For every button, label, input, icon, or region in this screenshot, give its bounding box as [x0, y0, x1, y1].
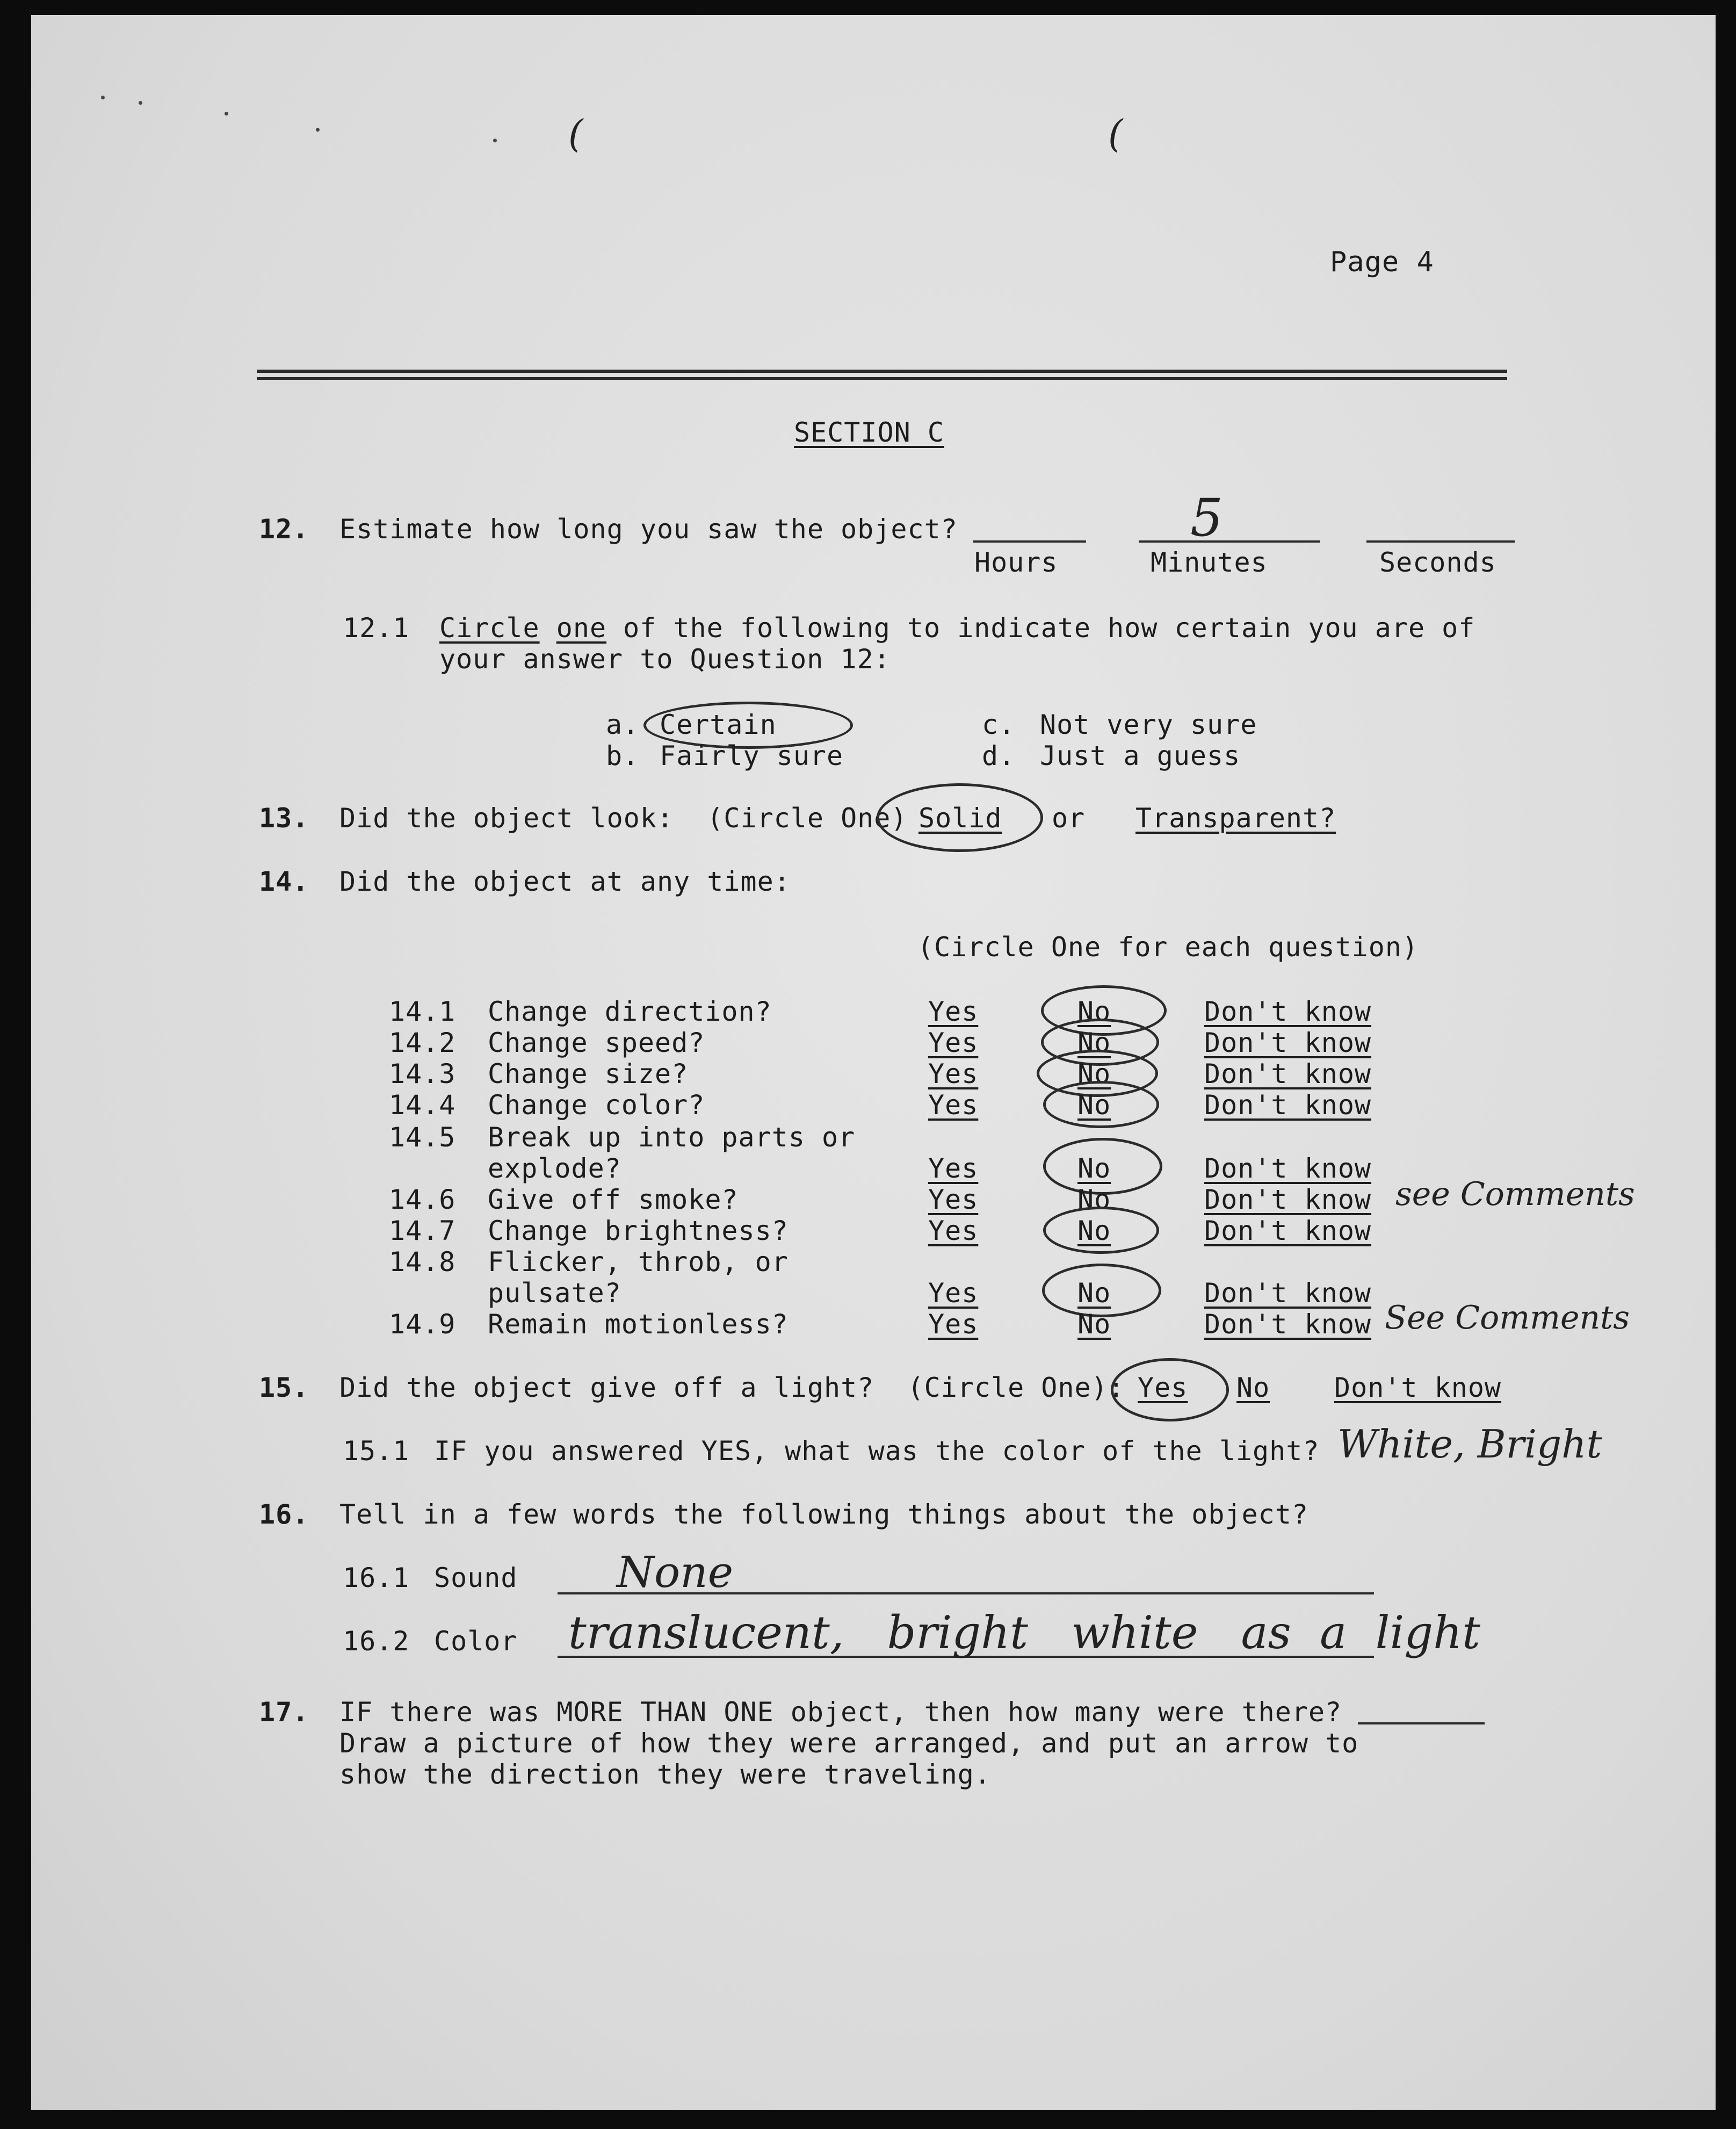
q14-item-number: 14.2 [389, 1027, 456, 1058]
yes-option[interactable]: Yes [928, 1027, 979, 1058]
dont-know-option[interactable]: Don't know [1204, 1153, 1372, 1184]
q14-item-text: Change direction? [488, 996, 772, 1027]
q14-item-text: Remain motionless? [488, 1309, 789, 1340]
q12-text: Estimate how long you saw the object? [339, 514, 958, 545]
q15-no-option[interactable]: No [1236, 1372, 1270, 1403]
header-mark-left: ( [568, 112, 583, 156]
option-a-letter: a. [606, 709, 640, 740]
no-option[interactable]: No [1077, 1027, 1111, 1058]
dont-know-option[interactable]: Don't know [1204, 1309, 1372, 1340]
q17-number: 17. [259, 1697, 309, 1728]
q14-item-text: Change speed? [488, 1027, 705, 1058]
q14-item-text: Flicker, throb, or [488, 1246, 789, 1278]
dont-know-option[interactable]: Don't know [1204, 1089, 1372, 1121]
q17-line3: show the direction they were traveling. [339, 1759, 991, 1790]
q14-item-text: Change color? [488, 1089, 705, 1121]
page-number: Page 4 [1330, 246, 1434, 278]
dont-know-option[interactable]: Don't know [1204, 1184, 1372, 1215]
option-c-label[interactable]: Not very sure [1040, 709, 1257, 740]
no-option[interactable]: No [1077, 1089, 1111, 1121]
q14-item-text-line2: pulsate? [488, 1278, 621, 1309]
no-option[interactable]: No [1077, 1215, 1111, 1246]
minutes-label: Minutes [1151, 547, 1268, 578]
minutes-blank[interactable] [1139, 540, 1320, 543]
option-b-letter: b. [606, 740, 640, 771]
q12-number: 12. [259, 514, 309, 545]
option-d-letter: d. [982, 740, 1016, 771]
divider-rule [257, 370, 1507, 373]
q12-1-text [439, 612, 1475, 644]
option-c-letter: c. [982, 709, 1016, 740]
q12-1-number: 12.1 [343, 612, 410, 644]
q13-text: Did the object look: (Circle One) [339, 803, 908, 834]
q15-1-text: IF you answered YES, what was the color of the light? [434, 1435, 1320, 1467]
dont-know-option[interactable]: Don't know [1204, 996, 1372, 1027]
no-option[interactable]: No [1077, 1153, 1111, 1184]
option-a-label[interactable]: Certain [660, 709, 777, 740]
q12-1-text-line2: your answer to Question 12: [439, 644, 891, 675]
q14-item-number: 14.6 [389, 1184, 456, 1215]
speck [493, 139, 497, 142]
q12-1-text-rest: of the following to indicate how certain you are of [606, 612, 1475, 644]
sound-label: Sound [434, 1562, 518, 1593]
q14-item-number: 14.5 [389, 1122, 456, 1153]
hours-blank[interactable] [973, 540, 1086, 543]
one-word: one [556, 612, 607, 644]
dont-know-option[interactable]: Don't know [1204, 1058, 1372, 1089]
answer-circle [1043, 1207, 1159, 1254]
speck [316, 128, 320, 132]
q14-item-text: Break up into parts or [488, 1122, 856, 1153]
divider-rule [257, 377, 1507, 380]
see-comments-note: See Comments [1385, 1299, 1630, 1337]
q14-item-number: 14.3 [389, 1058, 456, 1089]
q16-text: Tell in a few words the following things about the object? [339, 1499, 1308, 1530]
speck [139, 101, 142, 105]
speck [101, 96, 105, 99]
q15-yes-option[interactable]: Yes [1138, 1372, 1188, 1403]
q14-item-text: Change size? [488, 1058, 689, 1089]
no-option[interactable]: No [1077, 1058, 1111, 1089]
yes-option[interactable]: Yes [928, 1215, 979, 1246]
solid-option[interactable]: Solid [918, 803, 1002, 834]
section-title: SECTION C [794, 417, 944, 448]
q16-1-number: 16.1 [343, 1562, 410, 1593]
seconds-blank[interactable] [1366, 540, 1515, 543]
no-option[interactable]: No [1077, 1184, 1111, 1215]
answer-circle [1043, 1081, 1159, 1128]
yes-option[interactable]: Yes [928, 1309, 979, 1340]
yes-option[interactable]: Yes [928, 1184, 979, 1215]
light-color-answer: White, Bright [1337, 1421, 1602, 1467]
no-option[interactable]: No [1077, 1278, 1111, 1309]
yes-option[interactable]: Yes [928, 1153, 979, 1184]
q15-1-number: 15.1 [343, 1435, 410, 1467]
q17-line1: IF there was MORE THAN ONE object, then how many were there? [339, 1697, 1342, 1728]
speck [225, 112, 228, 116]
transparent-option[interactable]: Transparent? [1135, 803, 1336, 834]
q14-item-number: 14.1 [389, 996, 456, 1027]
q15-text: Did the object give off a light? (Circle One): [339, 1372, 1125, 1403]
minutes-answer: 5 [1190, 488, 1224, 548]
sound-answer: None [617, 1547, 734, 1597]
header-mark-right: ( [1108, 112, 1123, 156]
q14-instruction: (Circle One for each question) [917, 932, 1419, 963]
form-page [31, 15, 1716, 2110]
q14-item-number: 14.9 [389, 1309, 456, 1340]
q13-number: 13. [259, 803, 309, 834]
color-answer: translucent, bright white as a light [568, 1606, 1480, 1659]
see-comments-note: see Comments [1395, 1175, 1635, 1213]
q16-2-number: 16.2 [343, 1626, 410, 1657]
object-count-blank[interactable] [1358, 1722, 1485, 1724]
yes-option[interactable]: Yes [928, 1278, 979, 1309]
q14-item-text: Give off smoke? [488, 1184, 739, 1215]
option-b-label[interactable]: Fairly sure [660, 740, 844, 771]
color-label: Color [434, 1626, 518, 1657]
or-text: or [1052, 803, 1086, 834]
q14-number: 14. [259, 866, 309, 897]
q14-item-number: 14.8 [389, 1246, 456, 1278]
q15-number: 15. [259, 1372, 309, 1403]
q14-item-text: Change brightness? [488, 1215, 789, 1246]
q17-line2: Draw a picture of how they were arranged, and put an arrow to [339, 1728, 1359, 1759]
yes-option[interactable]: Yes [928, 1089, 979, 1121]
dont-know-option[interactable]: Don't know [1204, 1027, 1372, 1058]
dont-know-option[interactable]: Don't know [1204, 1215, 1372, 1246]
no-option[interactable]: No [1077, 1309, 1111, 1340]
dont-know-option[interactable]: Don't know [1204, 1278, 1372, 1309]
circle-word: Circle [439, 612, 540, 644]
yes-option[interactable]: Yes [928, 996, 979, 1027]
yes-option[interactable]: Yes [928, 1058, 979, 1089]
q14-text: Did the object at any time: [339, 866, 791, 897]
q15-answer-circle [1111, 1358, 1229, 1421]
q14-item-number: 14.7 [389, 1215, 456, 1246]
solid-circle [877, 783, 1043, 852]
option-d-label[interactable]: Just a guess [1040, 740, 1241, 771]
seconds-label: Seconds [1379, 547, 1496, 578]
q15-dont-know-option[interactable]: Don't know [1334, 1372, 1502, 1403]
no-option[interactable]: No [1077, 996, 1111, 1027]
q14-item-text-line2: explode? [488, 1153, 621, 1184]
q14-item-number: 14.4 [389, 1089, 456, 1121]
hours-label: Hours [974, 547, 1058, 578]
q16-number: 16. [259, 1499, 309, 1530]
